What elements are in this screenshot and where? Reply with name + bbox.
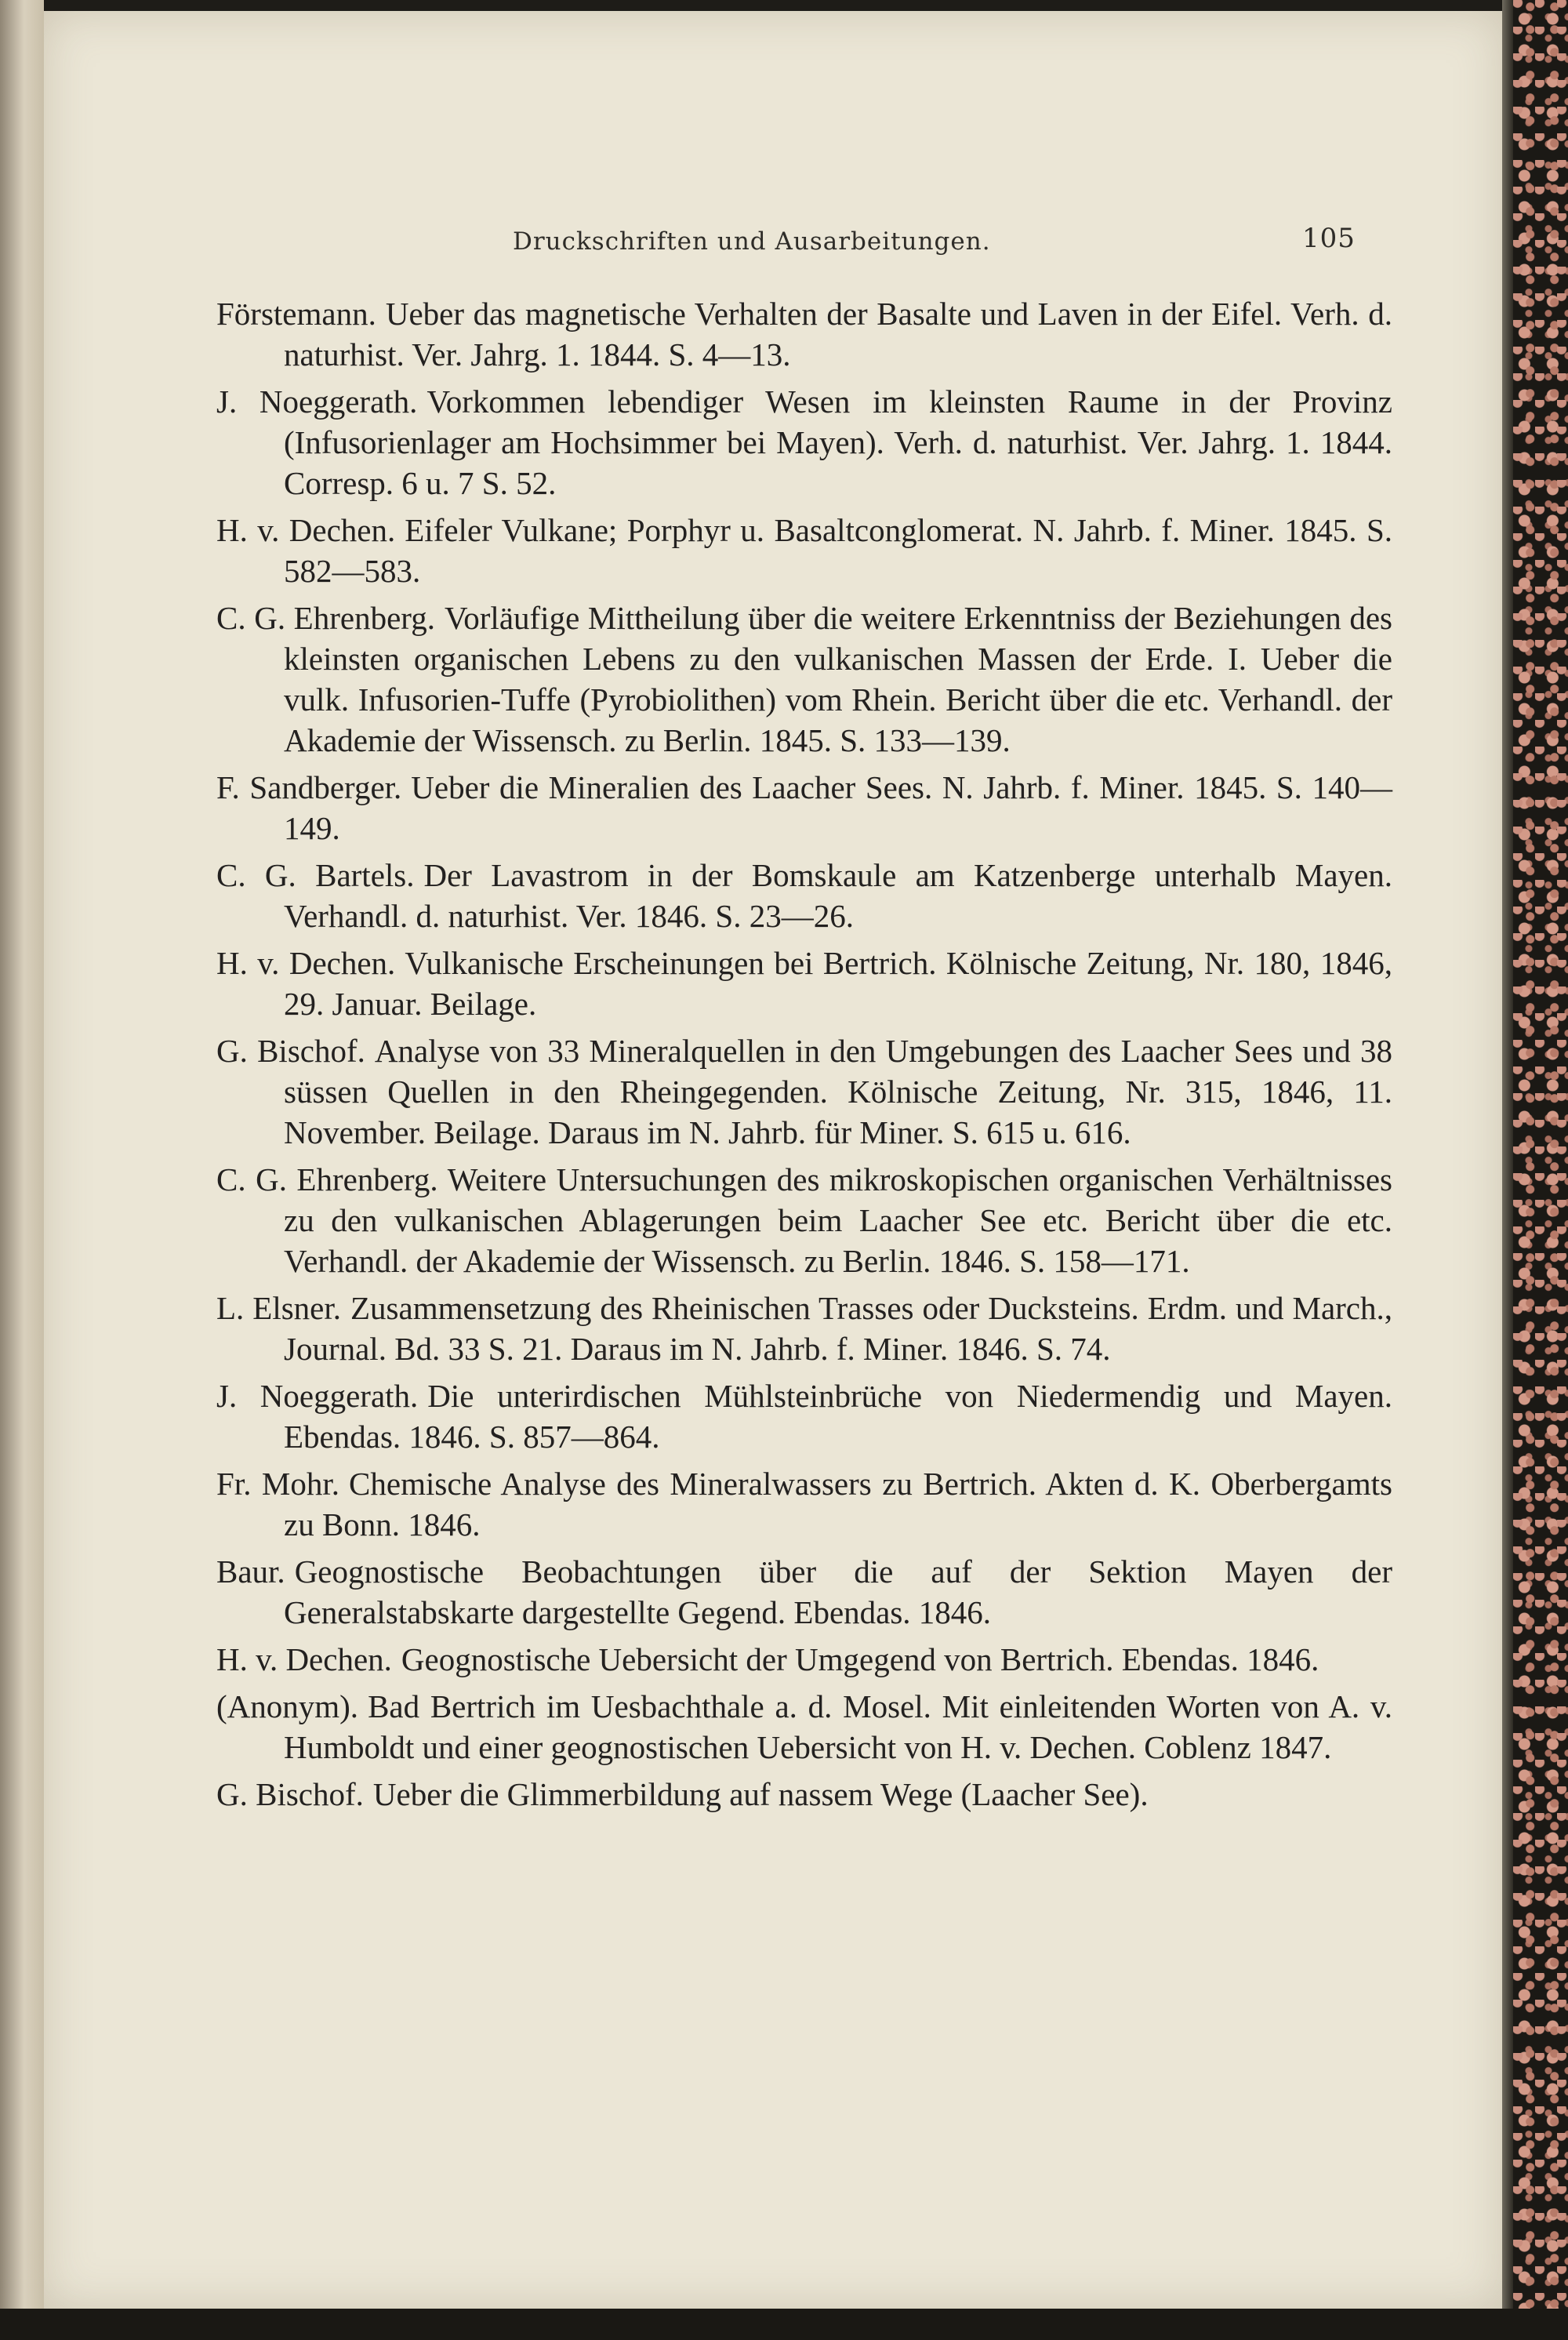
- left-page-edge: [0, 0, 44, 2340]
- entry-author: C. G. Ehrenberg.: [216, 1161, 438, 1197]
- bibliography-entry: [216, 1463, 1392, 1545]
- entry-text: Ueber die Glimmerbildung auf nassem Wege (Laacher See).: [372, 1776, 1149, 1812]
- entry-author: Förstemann.: [216, 296, 376, 332]
- entry-author: G. Bischof.: [216, 1776, 364, 1812]
- bibliography-entry: [216, 767, 1392, 848]
- top-shadow-edge: [0, 0, 1568, 11]
- bibliography-entry: [216, 1159, 1392, 1281]
- entry-author: C. G. Bartels.: [216, 857, 415, 893]
- entry-text: Analyse von 33 Mineralquellen in den Umgebungen des Laacher Sees und 38 süssen Quellen in den Rheingegenden. Kölnische Zeitung, Nr. 315, 1846, 11. November. Beilage. Daraus im N. Jahrb. für Miner. S. 615 u. 616.: [284, 1033, 1392, 1150]
- entry-text: Weitere Untersuchungen des mikroskopischen organischen Verhältnisses zu den vulkanischen Ablagerungen beim Laacher See etc. Bericht über die etc. Verhandl. der Akademie der Wissensch. zu Berlin. 1846. S. 158—171.: [284, 1161, 1392, 1279]
- entry-text: Ueber das magnetische Verhalten der Basalte und Laven in der Eifel. Verh. d. naturhist. Ver. Jahrg. 1. 1844. S. 4—13.: [284, 296, 1392, 372]
- entry-text: Vorläufige Mittheilung über die weitere Erkenntniss der Beziehungen des kleinsten organischen Lebens zu den vulkanischen Massen der Erde. I. Ueber die vulk. Infusorien-Tuffe (Pyrobiolithen) vom Rhein. Bericht über die etc. Verhandl. der Akademie der Wissensch. zu Berlin. 1845. S. 133—139.: [284, 600, 1392, 758]
- bibliography-entry: [216, 510, 1392, 591]
- entry-author: L. Elsner.: [216, 1290, 342, 1326]
- bibliography-entry: [216, 1774, 1392, 1815]
- entry-text: Zusammensetzung des Rheinischen Trasses oder Ducksteins. Erdm. und March., Journal. Bd. 33 S. 21. Daraus im N. Jahrb. f. Miner. 1846. S. 74.: [284, 1290, 1393, 1367]
- bibliography-entry: [216, 293, 1392, 375]
- entry-text: Chemische Analyse des Mineralwassers zu Bertrich. Akten d. K. Oberbergamts zu Bonn. 1846.: [284, 1466, 1392, 1542]
- entry-author: Baur.: [216, 1553, 285, 1590]
- bibliography-entry: [216, 1639, 1392, 1680]
- bibliography-list: [216, 293, 1392, 1821]
- entry-author: J. Noeggerath.: [216, 383, 418, 420]
- entry-author: F. Sandberger.: [216, 769, 402, 805]
- entry-author: Fr. Mohr.: [216, 1466, 340, 1502]
- bibliography-entry: [216, 1288, 1392, 1369]
- entry-author: C. G. Ehrenberg.: [216, 600, 435, 636]
- page-number: 105: [1302, 223, 1356, 254]
- book-page: [44, 11, 1502, 2309]
- marbled-cover: [1513, 0, 1568, 2340]
- bibliography-entry: [216, 1551, 1392, 1633]
- running-header: [44, 223, 1502, 267]
- running-header-title: Druckschriften und Ausarbeitungen.: [513, 227, 991, 256]
- entry-author: H. v. Dechen.: [216, 1641, 392, 1677]
- bibliography-entry: [216, 1686, 1392, 1768]
- entry-text: Vulkanische Erscheinungen bei Bertrich. Kölnische Zeitung, Nr. 180, 1846, 29. Januar. Beilage.: [284, 945, 1392, 1022]
- entry-author: H. v. Dechen.: [216, 945, 396, 981]
- entry-text: Die unterirdischen Mühlsteinbrüche von Niedermendig und Mayen. Ebendas. 1846. S. 857—864.: [284, 1378, 1393, 1455]
- entry-text: Bad Bertrich im Uesbachthale a. d. Mosel. Mit einleitenden Worten von A. v. Humboldt und einer geognostischen Uebersicht von H. v. Dechen. Coblenz 1847.: [284, 1688, 1392, 1765]
- bibliography-entry: [216, 1375, 1392, 1457]
- bibliography-entry: [216, 943, 1392, 1024]
- bibliography-entry: [216, 598, 1392, 761]
- book-cover-edge: [1502, 0, 1513, 2340]
- bibliography-entry: [216, 381, 1392, 503]
- bottom-shadow-edge: [0, 2309, 1568, 2340]
- entry-text: Geognostische Beobachtungen über die auf der Sektion Mayen der Generalstabskarte dargestellte Gegend. Ebendas. 1846.: [284, 1553, 1392, 1630]
- entry-text: Eifeler Vulkane; Porphyr u. Basaltconglomerat. N. Jahrb. f. Miner. 1845. S. 582—583.: [284, 512, 1392, 589]
- entry-author: J. Noeggerath.: [216, 1378, 419, 1414]
- entry-text: Vorkommen lebendiger Wesen im kleinsten Raume in der Provinz (Infusorienlager am Hochsimmer bei Mayen). Verh. d. naturhist. Ver. Jahrg. 1. 1844. Corresp. 6 u. 7 S. 52.: [284, 383, 1392, 501]
- entry-text: Ueber die Mineralien des Laacher Sees. N. Jahrb. f. Miner. 1845. S. 140—149.: [284, 769, 1392, 846]
- bibliography-entry: [216, 1030, 1392, 1153]
- entry-author: H. v. Dechen.: [216, 512, 396, 548]
- bibliography-entry: [216, 855, 1392, 936]
- entry-author: (Anonym).: [216, 1688, 359, 1724]
- entry-text: Der Lavastrom in der Bomskaule am Katzenberge unterhalb Mayen. Verhandl. d. naturhist. Ver. 1846. S. 23—26.: [284, 857, 1392, 934]
- entry-author: G. Bischof.: [216, 1033, 365, 1069]
- entry-text: Geognostische Uebersicht der Umgegend von Bertrich. Ebendas. 1846.: [401, 1641, 1319, 1677]
